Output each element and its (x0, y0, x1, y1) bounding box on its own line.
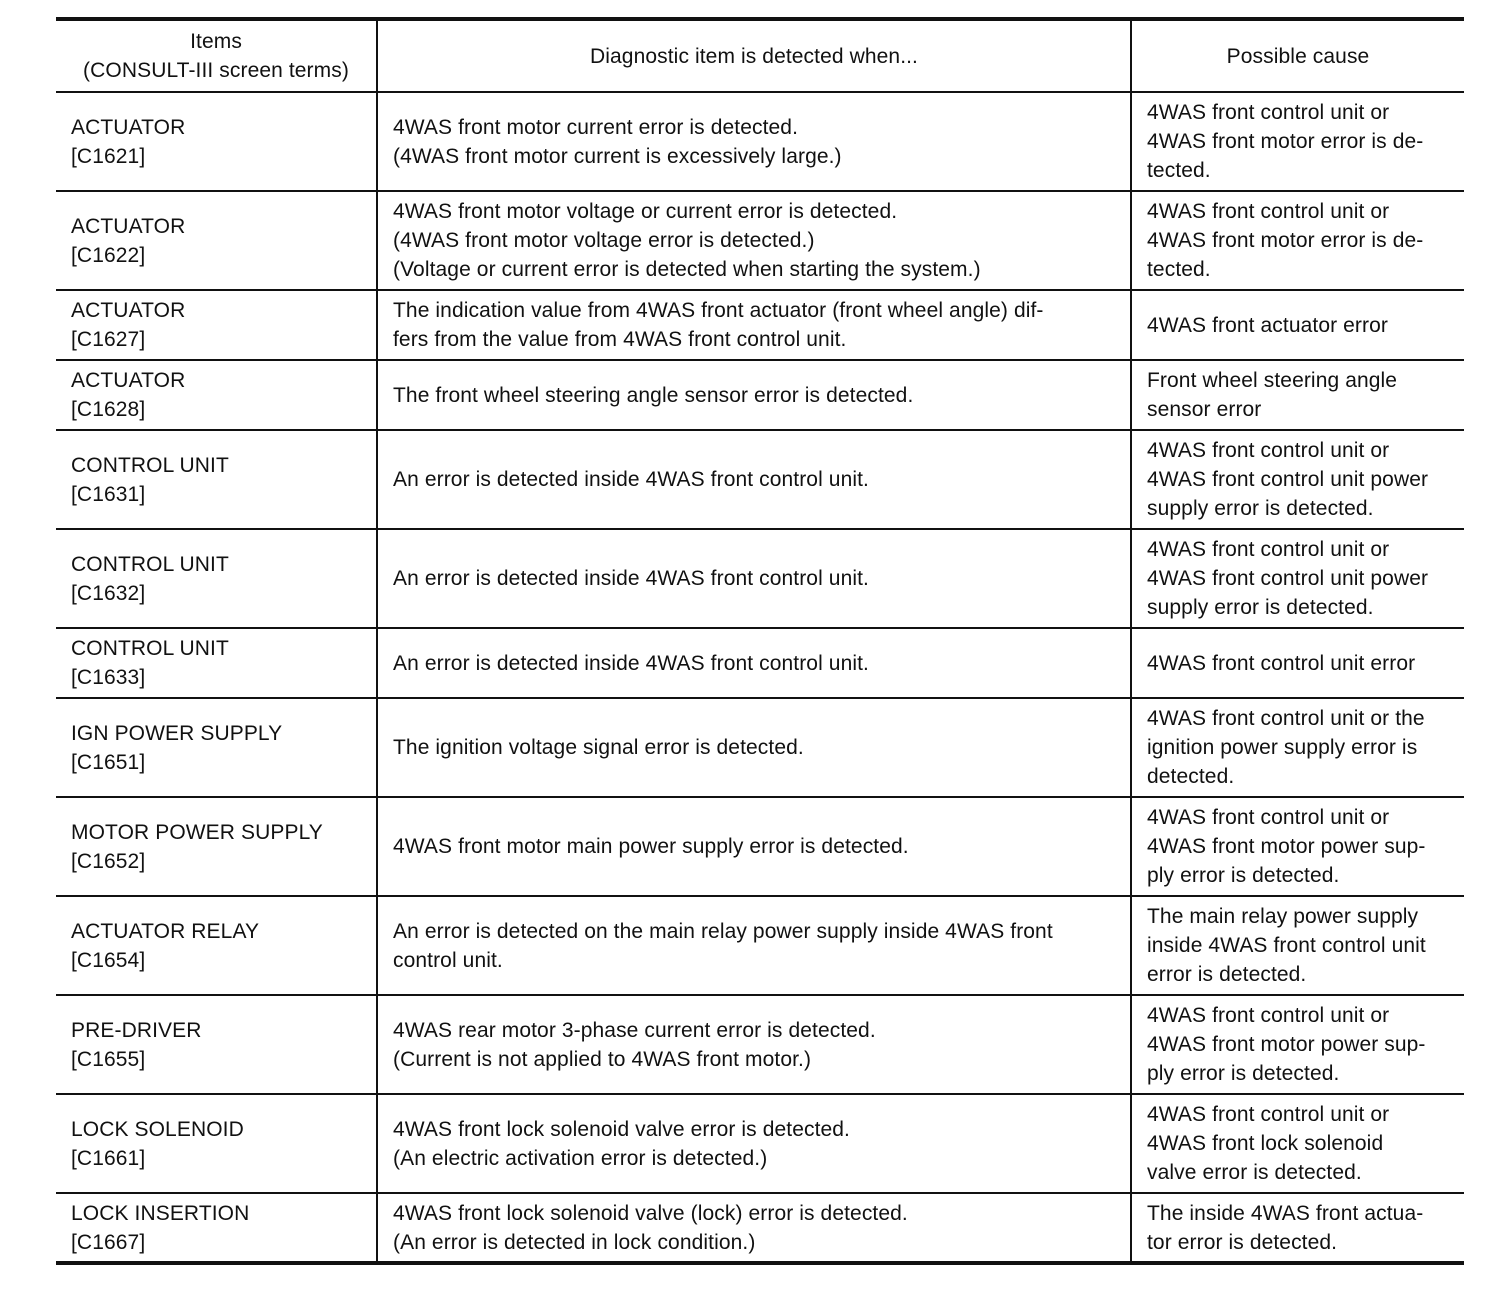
item-cell (56, 698, 377, 797)
cause-cell (1131, 529, 1464, 628)
item-cell-line: [C1651] (71, 750, 146, 774)
diagnostic-cell-line: An error is detected on the main relay power supply inside 4WAS front (393, 919, 1053, 943)
cause-cell-line: inside 4WAS front control unit (1147, 934, 1426, 957)
cause-cell (1131, 797, 1464, 896)
item-cell-line: [C1628] (71, 398, 146, 421)
diagnostic-cell (377, 360, 1131, 430)
cause-cell (1131, 1094, 1464, 1193)
header-diagnostic: Diagnostic item is detected when... (377, 19, 1131, 92)
cause-cell-line: tected. (1147, 258, 1211, 281)
cause-cell-line: The inside 4WAS front actua- (1147, 1201, 1424, 1225)
cause-cell-line: Front wheel steering angle (1147, 369, 1398, 392)
item-cell (56, 290, 377, 360)
cause-cell-line: 4WAS front control unit or (1147, 1103, 1390, 1126)
cause-cell-line: tor error is detected. (1147, 1230, 1338, 1254)
table-body (56, 92, 1464, 1263)
cause-cell-line: ignition power supply error is (1147, 736, 1418, 759)
diagnostic-table (56, 17, 1464, 1265)
item-cell (56, 1193, 377, 1263)
table-row (56, 896, 1464, 995)
cause-cell-line: 4WAS front control unit or (1147, 200, 1390, 223)
item-cell-line: CONTROL UNIT (71, 453, 229, 477)
diagnostic-cell (377, 797, 1131, 896)
cause-cell-line: error is detected. (1147, 963, 1307, 986)
cause-cell-line: sensor error (1147, 398, 1262, 421)
diagnostic-cell-line: (4WAS front motor voltage error is detected.) (393, 229, 815, 252)
cause-cell-line: valve error is detected. (1147, 1161, 1362, 1184)
item-cell-line: [C1632] (71, 581, 146, 605)
item-cell-line: ACTUATOR (71, 369, 186, 392)
header-row (56, 19, 1464, 92)
item-cell-line: [C1621] (71, 144, 146, 168)
item-cell-line: MOTOR POWER SUPPLY (71, 820, 323, 844)
diagnostic-cell-line: (Current is not applied to 4WAS front motor.) (393, 1047, 812, 1071)
cause-cell-line: 4WAS front actuator error (1147, 313, 1388, 337)
item-cell (56, 529, 377, 628)
diagnostic-cell (377, 92, 1131, 191)
cause-cell-line: tected. (1147, 159, 1211, 182)
diagnostic-cell (377, 290, 1131, 360)
diagnostic-cell-line: An error is detected inside 4WAS front control unit. (393, 651, 869, 675)
cause-cell-line: 4WAS front control unit power (1147, 567, 1429, 590)
item-cell (56, 191, 377, 290)
diagnostic-cell (377, 628, 1131, 698)
cause-cell (1131, 191, 1464, 290)
cause-cell-line: ply error is detected. (1147, 1062, 1340, 1085)
cause-cell-line: The main relay power supply (1147, 905, 1419, 928)
item-cell (56, 995, 377, 1094)
cause-cell-line: 4WAS front control unit or (1147, 439, 1390, 462)
item-cell-line: ACTUATOR (71, 214, 186, 238)
item-cell-line: [C1652] (71, 849, 146, 873)
cause-cell-line: 4WAS front motor power sup- (1147, 1033, 1426, 1056)
diagnostic-cell-line: An error is detected inside 4WAS front control unit. (393, 567, 869, 590)
diagnostic-cell-line: An error is detected inside 4WAS front control unit. (393, 468, 869, 491)
item-cell (56, 92, 377, 191)
diagnostic-cell-line: (Voltage or current error is detected when starting the system.) (393, 258, 981, 281)
table-row (56, 92, 1464, 191)
table-row (56, 628, 1464, 698)
header-items-line1: Items (190, 30, 242, 53)
diagnostic-cell-line: 4WAS front lock solenoid valve error is detected. (393, 1117, 850, 1141)
item-cell (56, 896, 377, 995)
table-row (56, 360, 1464, 430)
table-row (56, 191, 1464, 290)
diagnostic-cell-line: (An error is detected in lock condition.) (393, 1230, 756, 1254)
table-row (56, 1094, 1464, 1193)
cause-cell-line: 4WAS front control unit error (1147, 651, 1416, 675)
cause-cell (1131, 1193, 1464, 1263)
table-header (56, 19, 1464, 92)
cause-cell (1131, 628, 1464, 698)
cause-cell (1131, 430, 1464, 529)
cause-cell (1131, 360, 1464, 430)
diagnostic-cell (377, 529, 1131, 628)
diagnostic-cell-line: The ignition voltage signal error is detected. (393, 736, 804, 759)
diagnostic-cell-line: 4WAS front motor voltage or current error is detected. (393, 200, 898, 223)
item-cell (56, 797, 377, 896)
item-cell (56, 1094, 377, 1193)
header-items (56, 19, 377, 92)
cause-cell-line: supply error is detected. (1147, 497, 1374, 520)
item-cell-line: [C1627] (71, 328, 146, 351)
item-cell-line: [C1633] (71, 666, 146, 689)
item-cell-line: [C1654] (71, 948, 146, 972)
diagnostic-cell-line: (An electric activation error is detected.) (393, 1146, 768, 1170)
cause-cell-line: 4WAS front control unit or the (1147, 707, 1425, 730)
item-cell-line: [C1655] (71, 1047, 146, 1071)
cause-cell-line: 4WAS front control unit or (1147, 538, 1390, 561)
item-cell (56, 360, 377, 430)
item-cell-line: ACTUATOR (71, 299, 186, 322)
diagnostic-cell (377, 191, 1131, 290)
item-cell-line: LOCK SOLENOID (71, 1117, 244, 1141)
item-cell-line: [C1667] (71, 1230, 146, 1254)
table-row (56, 529, 1464, 628)
diagnostic-cell-line: 4WAS front motor current error is detected. (393, 115, 799, 139)
item-cell-line: ACTUATOR (71, 115, 186, 139)
cause-cell (1131, 698, 1464, 797)
diagnostic-cell-line: 4WAS front lock solenoid valve (lock) error is detected. (393, 1201, 908, 1225)
item-cell-line: [C1661] (71, 1146, 146, 1170)
item-cell-line: [C1631] (71, 482, 146, 506)
table-row (56, 430, 1464, 529)
diagnostic-cell-line: 4WAS front motor main power supply error is detected. (393, 835, 909, 858)
cause-cell-line: 4WAS front control unit power (1147, 468, 1429, 491)
cause-cell-line: 4WAS front control unit or (1147, 806, 1390, 829)
table-row (56, 698, 1464, 797)
diagnostic-cell (377, 430, 1131, 529)
cause-cell-line: 4WAS front control unit or (1147, 1004, 1390, 1027)
cause-cell-line: 4WAS front lock solenoid (1147, 1132, 1384, 1155)
item-cell-line: LOCK INSERTION (71, 1201, 250, 1225)
table-row (56, 995, 1464, 1094)
cause-cell (1131, 995, 1464, 1094)
cause-cell-line: 4WAS front control unit or (1147, 101, 1390, 124)
item-cell-line: PRE-DRIVER (71, 1018, 202, 1042)
cause-cell-line: detected. (1147, 765, 1235, 788)
header-cause: Possible cause (1131, 19, 1464, 92)
cause-cell-line: supply error is detected. (1147, 596, 1374, 619)
diagnostic-cell (377, 896, 1131, 995)
item-cell-line: CONTROL UNIT (71, 552, 229, 576)
item-cell (56, 430, 377, 529)
diagnostic-cell (377, 1193, 1131, 1263)
table-row (56, 797, 1464, 896)
cause-cell-line: ply error is detected. (1147, 864, 1340, 887)
header-items-line2: (CONSULT-III screen terms) (83, 59, 349, 82)
cause-cell-line: 4WAS front motor power sup- (1147, 835, 1426, 858)
cause-cell-line: 4WAS front motor error is de- (1147, 229, 1424, 252)
item-cell (56, 628, 377, 698)
diagnostic-cell-line: fers from the value from 4WAS front control unit. (393, 328, 847, 351)
item-cell-line: [C1622] (71, 243, 146, 267)
diagnostic-cell (377, 995, 1131, 1094)
diagnostic-cell (377, 1094, 1131, 1193)
cause-cell-line: 4WAS front motor error is de- (1147, 130, 1424, 153)
diagnostic-cell-line: (4WAS front motor current is excessively large.) (393, 144, 842, 168)
diagnostic-cell-line: The indication value from 4WAS front actuator (front wheel angle) dif- (393, 299, 1044, 322)
cause-cell (1131, 290, 1464, 360)
diagnostic-cell-line: 4WAS rear motor 3-phase current error is detected. (393, 1018, 876, 1042)
diagnostic-cell-line: The front wheel steering angle sensor error is detected. (393, 383, 914, 407)
diagnostic-cell (377, 698, 1131, 797)
diagnostic-cell-line: control unit. (393, 948, 503, 972)
cause-cell (1131, 92, 1464, 191)
table-row (56, 290, 1464, 360)
item-cell-line: IGN POWER SUPPLY (71, 721, 283, 745)
table-row (56, 1193, 1464, 1263)
cause-cell (1131, 896, 1464, 995)
item-cell-line: CONTROL UNIT (71, 637, 229, 660)
item-cell-line: ACTUATOR RELAY (71, 919, 260, 943)
